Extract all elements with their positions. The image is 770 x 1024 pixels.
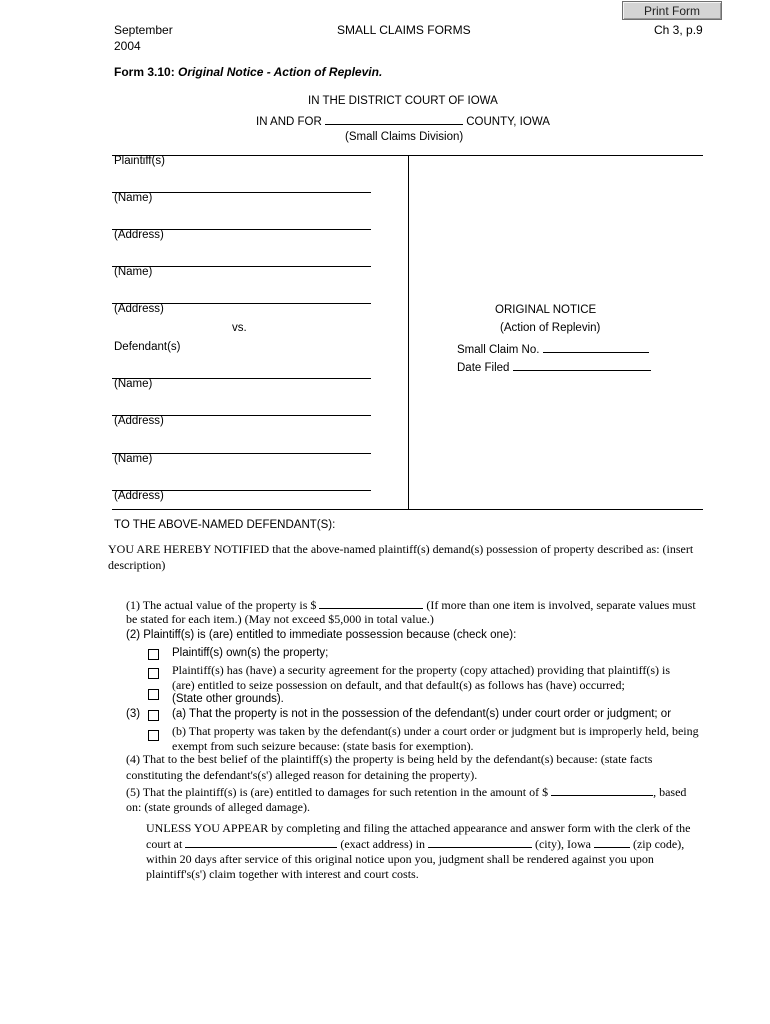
unless-court-at: court at (146, 837, 183, 851)
city-field[interactable] (428, 836, 532, 848)
item-5-text-b: , based (653, 785, 687, 799)
plaintiff-address-2-label: (Address) (114, 303, 164, 315)
header-page-ref: Ch 3, p.9 (654, 23, 703, 37)
unless-city-iowa: (city), Iowa (534, 837, 591, 851)
versus-label: vs. (232, 322, 247, 334)
court-division: (Small Claims Division) (345, 131, 464, 143)
item-1-text-b: (If more than one item is involved, separate values must (426, 598, 696, 612)
property-value-field[interactable] (319, 597, 423, 609)
notified-line-1: YOU ARE HEREBY NOTIFIED that the above-named plaintiff(s) demand(s) possession of property described as: (insert (108, 542, 694, 556)
item-1-line-2: be stated for each item.) (May not exceed $5,000 in total value.) (126, 612, 434, 626)
unless-line-2 (146, 836, 684, 852)
form-title (114, 65, 382, 79)
unless-line-1: UNLESS YOU APPEAR by completing and filing the attached appearance and answer form with the clerk of the (146, 821, 691, 835)
form-title-prefix: Form 3.10: (114, 65, 175, 79)
checkbox-other-grounds[interactable] (148, 689, 159, 700)
zip-code-field[interactable] (594, 836, 630, 848)
option-security-line-2: (are) entitled to seize possession on default, and that default(s) as follows has (have) occurred; (172, 678, 625, 692)
item-4-line-2: constituting the defendant's(s') alleged reason for detaining the property). (126, 768, 478, 782)
unless-zip-code: (zip code), (632, 837, 685, 851)
claim-number (457, 341, 649, 356)
checkbox-own-property[interactable] (148, 649, 159, 660)
item-5-line-2: on: (state grounds of alleged damage). (126, 800, 310, 814)
item-4-line-1: (4) That to the best belief of the plaintiff(s) the property is being held by the defendant(s) because: (state facts (126, 752, 653, 766)
checkbox-item-3b[interactable] (148, 730, 159, 741)
caption-bottom-rule (112, 509, 703, 510)
header-date-year: 2004 (114, 39, 141, 53)
plaintiff-address-1-label: (Address) (114, 229, 164, 241)
notice-title: ORIGINAL NOTICE (495, 304, 597, 316)
notified-line-2: description) (108, 558, 166, 572)
claim-number-field[interactable] (543, 341, 649, 353)
plaintiffs-label: Plaintiff(s) (114, 155, 165, 167)
checkbox-item-3a[interactable] (148, 710, 159, 721)
claim-number-label: Small Claim No. (457, 344, 540, 356)
damages-amount-field[interactable] (551, 784, 653, 796)
item-3b-line-1: (b) That property was taken by the defendant(s) under a court order or judgment but is improperly held, being (172, 724, 699, 738)
caption-divider (408, 155, 409, 510)
notice-subtitle: (Action of Replevin) (500, 322, 601, 334)
county-field[interactable] (325, 113, 463, 125)
unless-exact-address: (exact address) in (340, 837, 425, 851)
header-title: SMALL CLAIMS FORMS (337, 23, 471, 37)
court-line-1: IN THE DISTRICT COURT OF IOWA (308, 95, 498, 107)
court-in-and-for: IN AND FOR (256, 116, 322, 128)
item-2: (2) Plaintiff(s) is (are) entitled to immediate possession because (check one): (126, 629, 517, 641)
court-county-iowa: COUNTY, IOWA (466, 116, 550, 128)
defendants-label: Defendant(s) (114, 341, 181, 353)
clerk-address-field[interactable] (185, 836, 337, 848)
header-date-month: September (114, 23, 173, 37)
option-other-grounds: (State other grounds). (172, 693, 284, 705)
date-filed (457, 359, 651, 374)
to-defendants: TO THE ABOVE-NAMED DEFENDANT(S): (114, 519, 336, 531)
defendant-name-2-label: (Name) (114, 453, 153, 465)
item-1-text-a: (1) The actual value of the property is $ (126, 598, 317, 612)
date-filed-field[interactable] (513, 359, 651, 371)
item-5-line-1 (126, 784, 686, 800)
unless-line-3: within 20 days after service of this original notice upon you, judgment shall be rendered against you upon (146, 852, 654, 866)
defendant-address-1-label: (Address) (114, 415, 164, 427)
item-3-number: (3) (126, 708, 141, 720)
item-3b-line-2: exempt from such seizure because: (state basis for exemption). (172, 739, 474, 753)
court-line-2 (256, 113, 550, 128)
checkbox-security-agreement[interactable] (148, 668, 159, 679)
defendant-address-2-label: (Address) (114, 490, 164, 502)
print-form-button[interactable]: Print Form (622, 1, 722, 20)
unless-line-4: plaintiff's(s') claim together with interest and court costs. (146, 867, 419, 881)
option-own-property: Plaintiff(s) own(s) the property; (172, 647, 329, 659)
date-filed-label: Date Filed (457, 362, 510, 374)
item-5-text-a: (5) That the plaintiff(s) is (are) entitled to damages for such retention in the amount of $ (126, 785, 549, 799)
defendant-name-1-label: (Name) (114, 378, 153, 390)
item-3a: (a) That the property is not in the possession of the defendant(s) under court order or judgment; or (172, 708, 672, 720)
form-title-italic: Original Notice - Action of Replevin. (178, 65, 383, 79)
plaintiff-name-1-label: (Name) (114, 192, 153, 204)
plaintiff-name-2-label: (Name) (114, 266, 153, 278)
option-security-line-1: Plaintiff(s) has (have) a security agreement for the property (copy attached) providing that plaintiff(s) is (172, 663, 671, 677)
item-1-line-1 (126, 597, 696, 613)
